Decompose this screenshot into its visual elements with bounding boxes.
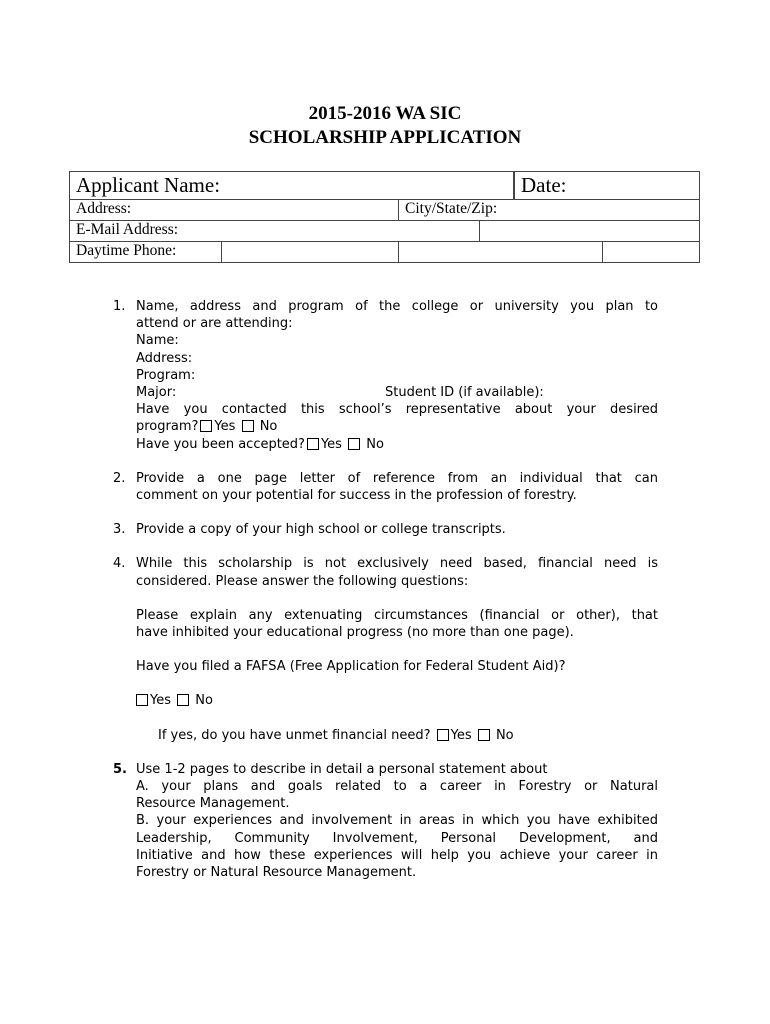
q5-b4: Forestry or Natural Resource Management. [136,865,417,881]
unmet-yes-checkbox[interactable] [437,729,449,741]
q1-program-label: Program: [136,367,196,383]
phone-label: Daytime Phone: [76,242,177,259]
q1-contacted-line1: Have you contacted this school’s representative about your desired [136,402,658,418]
phone-label-cell [69,241,222,263]
applicant-name-label: Applicant Name: [76,173,221,197]
item-number: 2. [113,470,126,486]
list-item-5 [113,761,658,881]
unmet-no-checkbox[interactable] [478,729,490,741]
q1-accepted-row [136,436,658,453]
date-label: Date: [521,173,567,197]
item-number: 1. [113,299,126,314]
fafsa-yes-label: Yes [150,693,171,709]
accepted-yes-label: Yes [320,436,342,452]
email-field[interactable] [69,220,480,242]
phone-field-3[interactable] [602,241,700,263]
city-state-zip-field[interactable] [398,199,700,221]
q4-unmet-prefix: If yes, do you have unmet financial need? [158,727,431,743]
q1-major-row [136,384,658,401]
unmet-no-label: No [495,727,514,743]
list-item-4 [113,555,658,743]
q1-line1: Name, address and program of the college or university you plan to [136,299,658,314]
accepted-yes-checkbox[interactable] [307,438,319,450]
fafsa-no-label: No [195,693,213,709]
q5-a2: Resource Management. [136,796,290,812]
q4-explain1: Please explain any extenuating circumstances (financial or other), that [136,607,658,623]
phone-field[interactable] [221,241,399,263]
q1-contacted-row [136,418,658,435]
q2-line1: Provide a one page letter of reference from an individual that can [136,470,658,486]
q4-unmet-row [136,727,658,744]
q4-fafsa-row [136,692,658,709]
list-item-3 [113,521,658,538]
fafsa-no-checkbox[interactable] [177,694,189,706]
q2-line2: comment on your potential for success in the profession of forestry. [136,488,577,504]
page-title-line2: SCHOLARSHIP APPLICATION [248,127,522,148]
contacted-yes-checkbox[interactable] [200,420,212,432]
q5-b1: B. your experiences and involvement in areas in which you have exhibited [136,813,658,829]
item-number: 5. [113,761,127,777]
email-label: E-Mail Address: [76,221,179,238]
q1-name-label: Name: [136,333,179,349]
q5-a1: A. your plans and goals related to a career in Forestry or Natural [136,779,658,795]
list-item-2 [113,470,658,504]
q1-accepted-prefix: Have you been accepted? [136,436,305,452]
q4-line2: considered. Please answer the following questions: [136,573,469,589]
contacted-no-checkbox[interactable] [242,420,254,432]
address-field[interactable] [69,199,399,221]
list-item-1 [113,298,658,453]
unmet-yes-label: Yes [450,727,472,743]
contacted-yes-label: Yes [214,419,236,435]
item-number: 4. [113,556,126,572]
q5-b2: Leadership, Community Involvement, Personal Development, and [136,830,658,846]
q4-line1: While this scholarship is not exclusively need based, financial need is [136,556,658,572]
q5-b3: Initiative and how these experiences will help you achieve your career in [136,847,658,863]
q4-explain2: have inhibited your educational progress (no more than one page). [136,625,574,641]
q3-line1: Provide a copy of your high school or college transcripts. [136,522,506,538]
address-label: Address: [76,200,132,217]
item-number: 3. [113,522,126,538]
instructions-list [113,298,658,881]
phone-field-2[interactable] [398,241,603,263]
city-state-zip-label: City/State/Zip: [405,200,498,217]
accepted-no-label: No [366,436,384,452]
contacted-no-label: No [259,419,278,435]
q4-fafsa: Have you filed a FAFSA (Free Application for Federal Student Aid)? [136,659,566,675]
q1-major-label: Major: [136,385,177,401]
date-field[interactable] [514,171,700,200]
applicant-info-table [69,171,700,263]
email-field-extra[interactable] [479,220,700,242]
accepted-no-checkbox[interactable] [348,438,360,450]
q1-contacted-prefix: program? [136,419,199,435]
q5-line1: Use 1-2 pages to describe in detail a personal statement about [136,761,548,777]
q1-student-id-label: Student ID (if available): [385,385,544,401]
q1-address-label: Address: [136,350,193,366]
q1-line2: attend or are attending: [136,316,293,332]
applicant-name-field[interactable] [69,171,514,200]
fafsa-yes-checkbox[interactable] [136,694,148,706]
page-title-line1: 2015-2016 WA SIC [308,103,462,124]
